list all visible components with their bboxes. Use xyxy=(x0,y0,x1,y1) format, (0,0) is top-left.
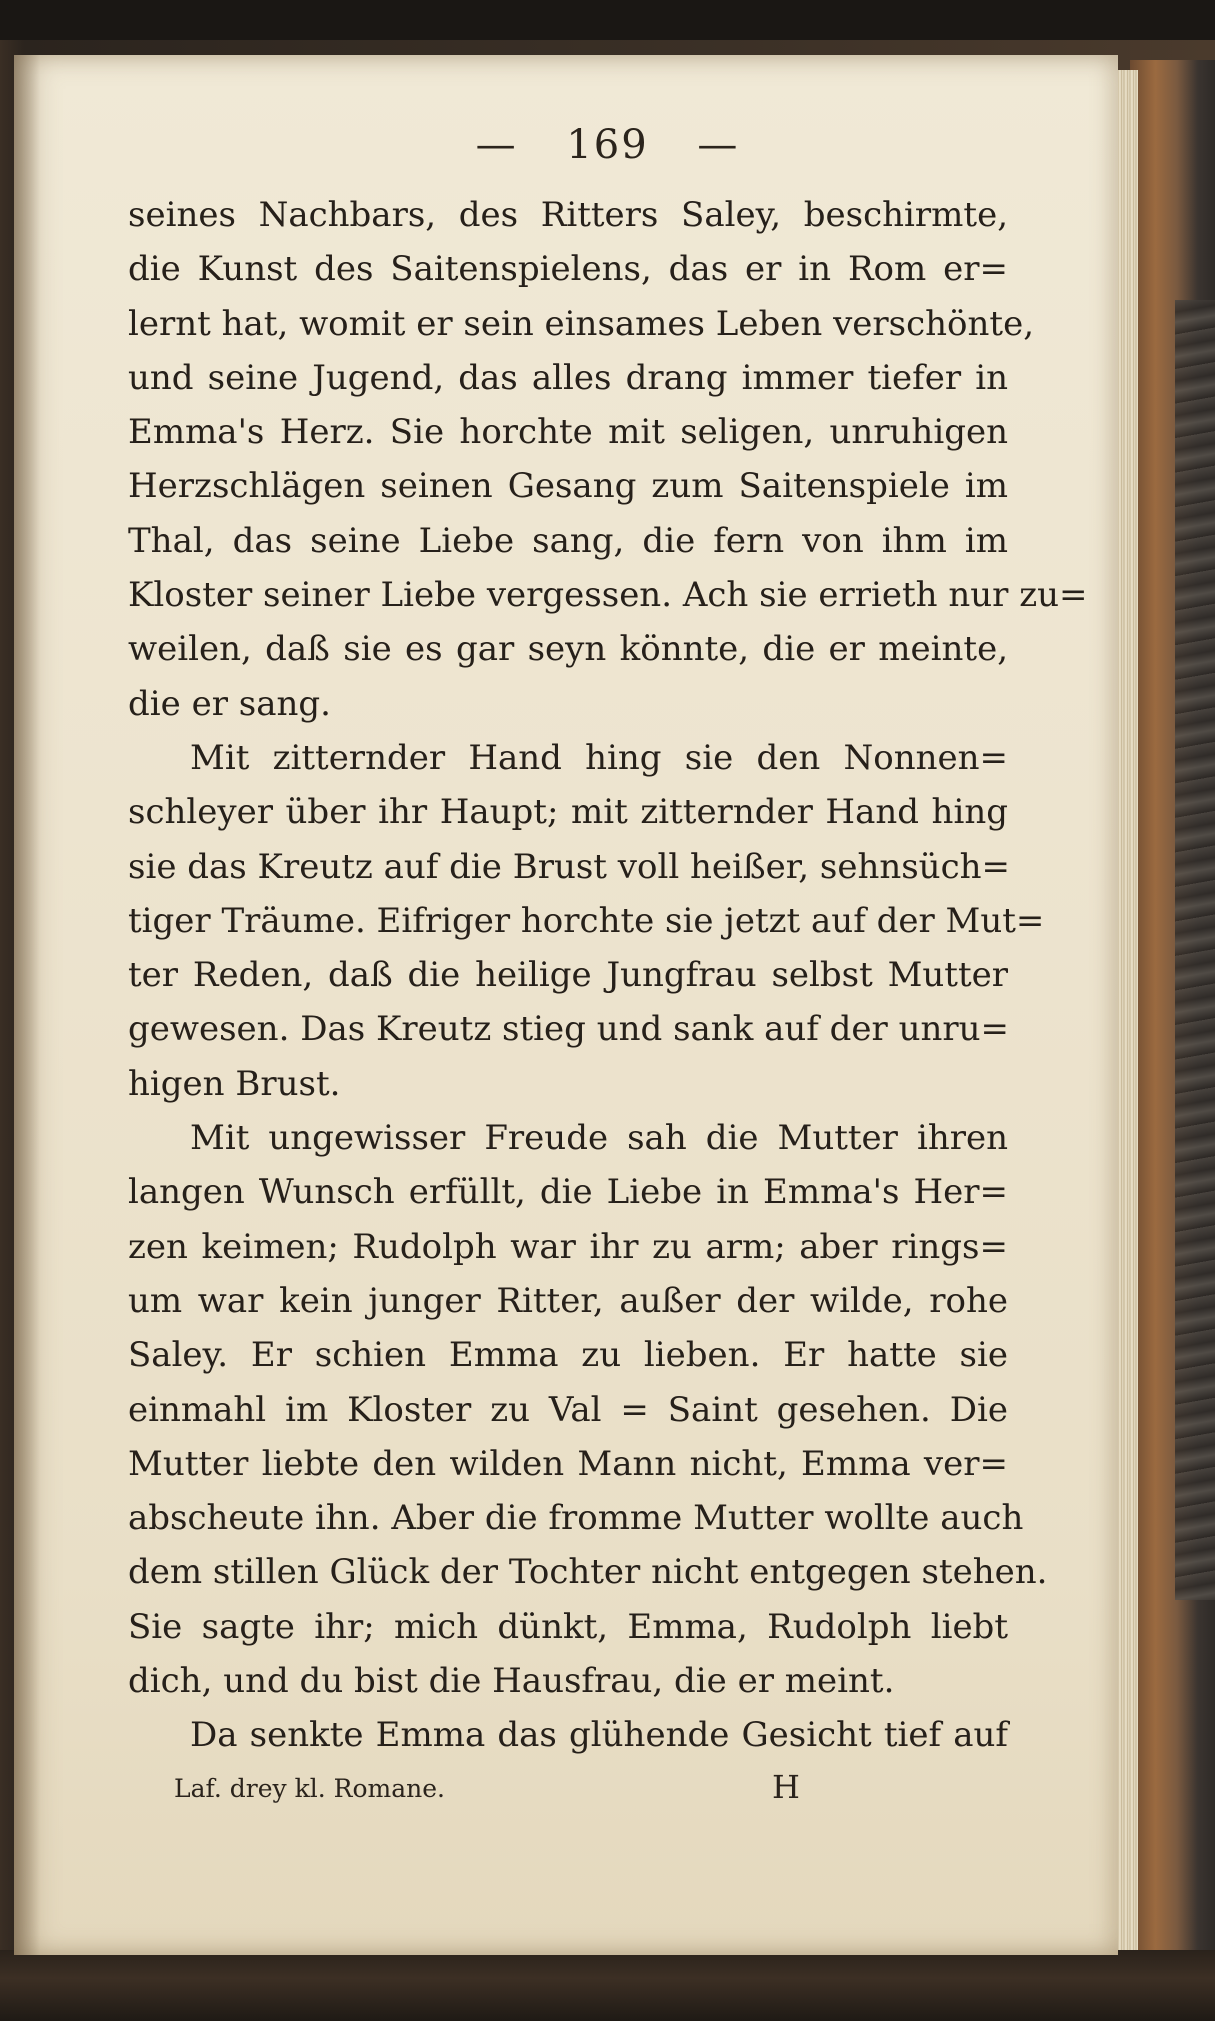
header-dash-left: — xyxy=(475,122,518,168)
book-bottom-edge xyxy=(0,1950,1215,2021)
text-line: die er sang. xyxy=(128,683,331,724)
text-line: langen Wunsch erfüllt, die Liebe in Emma's Her= xyxy=(128,1172,1008,1213)
text-line: Mit ungewisser Freude sah die Mutter ihren xyxy=(190,1118,1008,1159)
text-line: dich, und du bist die Hausfrau, die er meint. xyxy=(128,1661,895,1702)
header-dash-right: — xyxy=(697,122,740,168)
text-line: dem stillen Glück der Tochter nicht entgegen stehen. xyxy=(128,1552,1048,1593)
text-line: Kloster seiner Liebe vergessen. Ach sie errieth nur zu= xyxy=(128,575,1088,616)
text-line: einmahl im Kloster zu Val = Saint gesehen. Die xyxy=(128,1389,1008,1430)
text-line: Saley. Er schien Emma zu lieben. Er hatte sie xyxy=(128,1335,1008,1376)
marbled-board xyxy=(1175,300,1215,1600)
text-line: seines Nachbars, des Ritters Saley, beschirmte, xyxy=(128,195,1008,235)
text-line: um war kein junger Ritter, außer der wilde, rohe xyxy=(128,1280,1008,1321)
text-line: abscheute ihn. Aber die fromme Mutter wollte auch xyxy=(128,1498,1024,1539)
text-line: tiger Träume. Eifriger horchte sie jetzt auf der Mut= xyxy=(128,900,1045,941)
text-line: und seine Jugend, das alles drang immer tiefer in xyxy=(128,357,1008,398)
text-line: Sie sagte ihr; mich dünkt, Emma, Rudolph liebt xyxy=(128,1606,1008,1647)
page-gutter-shadow xyxy=(14,55,40,1955)
catchline: Laf. drey kl. Romane. xyxy=(174,1774,445,1803)
text-line: Herzschlägen seinen Gesang zum Saitenspiele im xyxy=(128,466,1008,507)
text-line: sie das Kreutz auf die Brust voll heißer, sehnsüch= xyxy=(128,846,1011,887)
text-line: ter Reden, daß die heilige Jungfrau selbst Mutter xyxy=(128,955,1008,996)
page-number: 169 xyxy=(566,122,649,168)
text-line: lernt hat, womit er sein einsames Leben verschönte, xyxy=(128,303,1034,344)
text-line: die Kunst des Saitenspielens, das er in Rom er= xyxy=(128,249,1008,290)
text-line: Emma's Herz. Sie horchte mit seligen, unruhigen xyxy=(128,412,1008,453)
text-line: schleyer über ihr Haupt; mit zitternder Hand hing xyxy=(128,792,1008,833)
text-line: Mutter liebte den wilden Mann nicht, Emma ver= xyxy=(128,1443,1008,1484)
text-line: Thal, das seine Liebe sang, die fern von ihm im xyxy=(128,520,1008,561)
page-body-text xyxy=(128,188,1088,1763)
text-line: gewesen. Das Kreutz stieg und sank auf der unru= xyxy=(128,1009,1010,1050)
text-line: higen Brust. xyxy=(128,1063,341,1104)
text-line: Mit zitternder Hand hing sie den Nonnen= xyxy=(190,737,1008,778)
page-footer xyxy=(174,1768,874,1806)
page-header xyxy=(0,122,1215,168)
signature-mark: H xyxy=(772,1768,800,1806)
text-line: zen keimen; Rudolph war ihr zu arm; aber rings= xyxy=(128,1226,1008,1267)
text-line: weilen, daß sie es gar seyn könnte, die er meinte, xyxy=(128,629,1008,670)
text-line: Da senkte Emma das glühende Gesicht tief auf xyxy=(190,1715,1008,1756)
